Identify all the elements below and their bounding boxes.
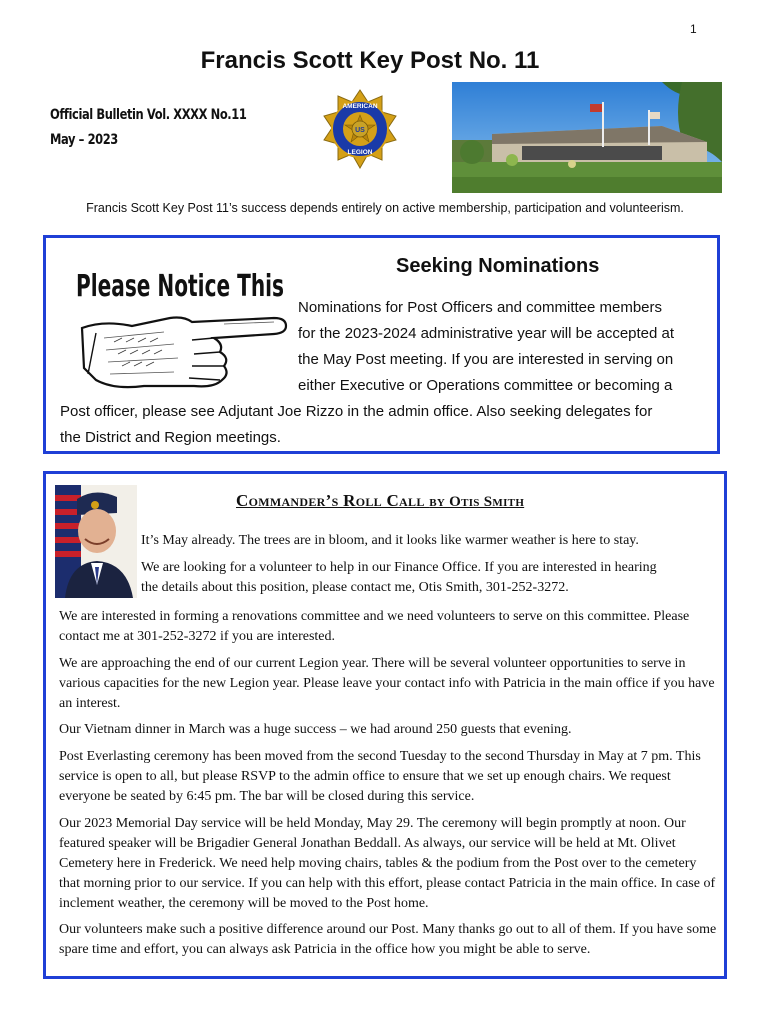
roll-call-paragraph: We are approaching the end of our current Legion year. There will be several volunteer opportunities to serve in various capacities for the new Legion year. Please leave your contact info with Patricia in the main office if you have an interest. [59, 656, 715, 711]
nominations-line: for the 2023-2024 administrative year will be accepted at [298, 325, 675, 342]
intro-line: It’s May already. The trees are in bloom, and it looks like warmer weather is here to stay. [141, 533, 639, 548]
nominations-line: Post officer, please see Adjutant Joe Rizzo in the admin office. Also seeking delegates for [60, 403, 653, 420]
seeking-nominations-heading: Seeking Nominations [396, 255, 600, 277]
intro-line: We are looking for a volunteer to help in our Finance Office. If you are interested in hearing [141, 560, 657, 575]
roll-call-title: Commander’s Roll Call [236, 491, 430, 510]
american-legion-emblem [320, 88, 400, 176]
bulletin-date: May – 2023 [50, 132, 118, 148]
emblem-center-text: US [355, 127, 365, 134]
nominations-line: the May Post meeting. If you are interested in serving on [298, 351, 674, 368]
bulletin-volume: Official Bulletin Vol. XXXX No.11 [50, 107, 247, 123]
commander-portrait-photo [55, 485, 137, 598]
nominations-line: either Executive or Operations committee or becoming a [298, 377, 673, 394]
commanders-roll-call-heading [236, 491, 524, 511]
tagline: Francis Scott Key Post 11’s success depends entirely on active membership, participation and volunteerism. [86, 201, 684, 215]
roll-call-paragraph: Our 2023 Memorial Day service will be held Monday, May 29. The ceremony will begin promptly at noon. Our featured speaker will be Brigadier General Jonathan Beddall. As always, our service will be held at Mt. Olivet Cemetery here in Frederick. We need help moving chairs, tables & the podium from the Post over to the cemetery that morning prior to our service. If you can help with this effort, please contact Patricia in the main office. In case of inclement weather, the ceremony will be moved to the Post home. [59, 816, 716, 911]
emblem-top-text: AMERICAN [342, 103, 378, 110]
emblem-bottom-text: LEGION [347, 149, 373, 156]
roll-call-paragraph: We are interested in forming a renovations committee and we need volunteers to serve on this committee. Please contact me at 301-252-3272 if you are interested. [59, 609, 690, 644]
commanders-roll-call-box [43, 471, 727, 979]
nominations-box [43, 235, 720, 454]
please-notice-caption: Please Notice This [76, 269, 284, 304]
nominations-line: the District and Region meetings. [60, 429, 281, 446]
pointing-hand-illustration [74, 258, 314, 398]
post-building-photo [452, 82, 722, 193]
roll-call-paragraph: Our volunteers make such a positive difference around our Post. Many thanks go out to all of them. If you have some spare time and effort, you can always ask Patricia in the office how you might be able to serve. [59, 922, 717, 957]
page-number: 1 [690, 22, 697, 36]
roll-call-byline: by Otis Smith [429, 494, 525, 510]
intro-line: the details about this position, please contact me, Otis Smith, 301-252-3272. [141, 580, 569, 595]
roll-call-paragraph: Our Vietnam dinner in March was a huge success – we had around 250 guests that evening. [59, 722, 572, 737]
nominations-line: Nominations for Post Officers and committee members [298, 299, 663, 316]
page-title: Francis Scott Key Post No. 11 [200, 47, 540, 74]
roll-call-paragraph: Post Everlasting ceremony has been moved from the second Tuesday to the second Thursday in May at 7 pm. This service is open to all, but please RSVP to the admin office to ensure that we set up enough chairs. We request everyone be seated by 6:45 pm. The bar will be closed during this service. [59, 749, 701, 804]
